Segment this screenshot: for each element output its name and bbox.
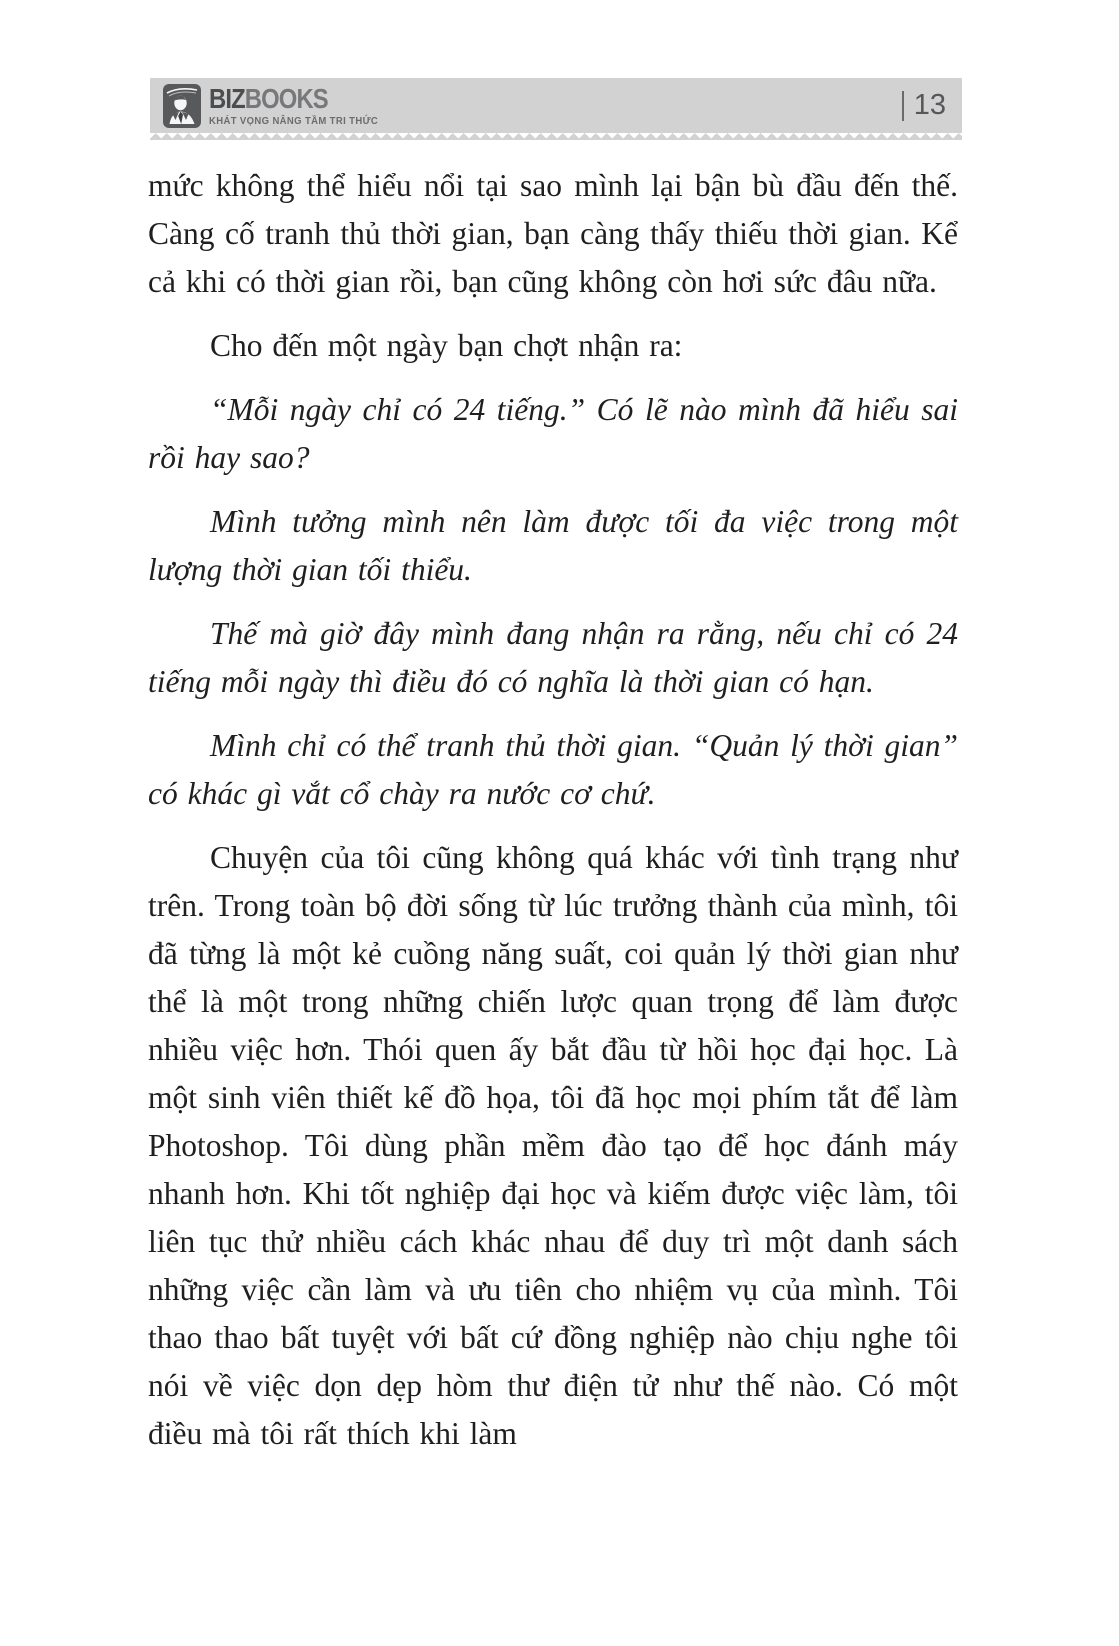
- paragraph: mức không thể hiểu nổi tại sao mình lại bận bù đầu đến thế. Càng cố tranh thủ thời gian, bạn càng thấy thiếu thời gian. Kể cả khi có thời gian rồi, bạn cũng không còn hơi sức đâu nữa.: [148, 168, 958, 299]
- brand-block: [209, 82, 387, 127]
- paragraph: Mình chỉ có thể tranh thủ thời gian. “Quản lý thời gian” có khác gì vắt cổ chày ra nước cơ chứ.: [148, 728, 958, 811]
- bizbooks-gentleman-book-icon: [163, 84, 201, 128]
- paragraph: Mình tưởng mình nên làm được tối đa việc trong một lượng thời gian tối thiểu.: [148, 504, 958, 587]
- paragraph: Thế mà giờ đây mình đang nhận ra rằng, nếu chỉ có 24 tiếng mỗi ngày thì điều đó có nghĩa là thời gian có hạn.: [148, 616, 958, 699]
- brand-name: [209, 82, 360, 114]
- paragraph: “Mỗi ngày chỉ có 24 tiếng.” Có lẽ nào mình đã hiểu sai rồi hay sao?: [148, 392, 958, 475]
- page-number: [902, 91, 946, 121]
- brand-name-secondary: BOOKS: [244, 82, 328, 114]
- brand-name-primary: BIZ: [209, 82, 245, 114]
- paragraph: Chuyện của tôi cũng không quá khác với tình trạng như trên. Trong toàn bộ đời sống từ lúc trưởng thành của mình, tôi đã từng là một kẻ cuồng năng suất, coi quản lý thời gian như thể là một trong những chiến lược quan trọng để làm được nhiều việc hơn. Thói quen ấy bắt đầu từ hồi học đại học. Là một sinh viên thiết kế đồ họa, tôi đã học mọi phím tắt để làm Photoshop. Tôi dùng phần mềm đào tạo để học đánh máy nhanh hơn. Khi tốt nghiệp đại học và kiếm được việc làm, tôi liên tục thử nhiều cách khác nhau để duy trì một danh sách những việc cần làm và ưu tiên cho nhiệm vụ của mình. Tôi thao thao bất tuyệt với bất cứ đồng nghiệp nào chịu nghe tôi nói về việc dọn dẹp hòm thư điện tử như thế nào. Có một điều mà tôi rất thích khi làm: [148, 840, 958, 1451]
- bizbooks-logo: [163, 83, 387, 128]
- header-band: [150, 78, 962, 133]
- brand-tagline: KHÁT VỌNG NÂNG TẦM TRI THỨC: [209, 115, 379, 127]
- paragraph: Cho đến một ngày bạn chợt nhận ra:: [210, 328, 683, 363]
- page-number-value: 13: [913, 89, 946, 121]
- body-text: [148, 162, 958, 1458]
- page-number-divider: [902, 91, 904, 121]
